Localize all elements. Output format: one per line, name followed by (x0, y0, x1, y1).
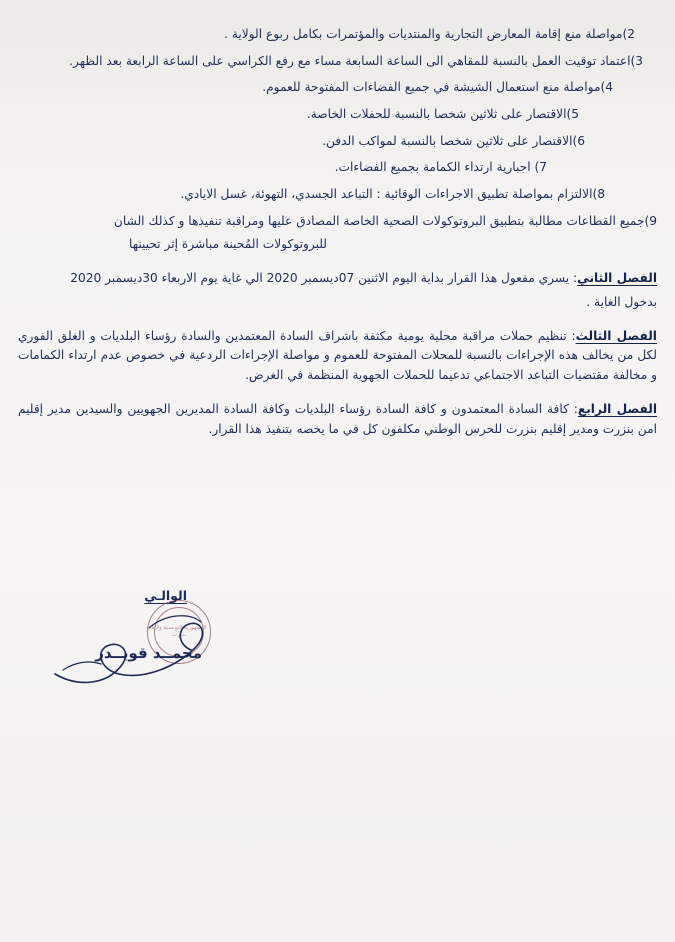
signatory-name: محمــد قويــدر (95, 644, 202, 662)
section-separator: : (573, 271, 578, 286)
section-heading: الفصل الثاني (577, 271, 657, 286)
list-item: 6)الاقتصار على ثلاثين شخصا بالنسبة لمواكب الدفن. (322, 133, 585, 148)
section-body: يسري مفعول هذا القرار بداية اليوم الاثنين 07ديسمبر 2020 الي غاية يوم الاربعاء 30ديسمبر 2020 (70, 271, 570, 286)
section-body: كافة السادة المعتمدون و كافة السادة رؤساء البلديات وكافة السادة المديرين الجهويين والسيدين مدير إقليم امن بنزرت ومدير إقليم بنزرت للحرس الوطني مكلفون كل في ما يخصه بتنفيذ هذا القرار. (18, 402, 657, 436)
stamp-text: الجمهورية التونسية ولاية بنزرت (151, 625, 207, 638)
list-item-continuation: للبروتوكولات المُحينة مباشرة إثر تحيينها (128, 236, 327, 251)
list-item: 4)مواصلة منع استعمال الشيشة في جميع الفضاءات المفتوحة للعموم. (262, 80, 613, 95)
section-heading: الفصل الرابع (577, 402, 657, 417)
signature-block (18, 586, 657, 726)
list-item: 9)جميع القطاعات مطالبة بتطبيق البروتوكولات الصحية الخاصة المصادق عليها ومراقبة تنفيذها و كذلك الشان (113, 213, 657, 228)
list-item: 7) اجبارية ارتداء الكمامة بجميع الفضاءات. (334, 160, 547, 175)
list-item: 8)الالتزام بمواصلة تطبيق الاجراءات الوقائية : التباعد الجسدي، التهوئة، غسل الايادي. (180, 187, 605, 202)
list-item: 5)الاقتصار على ثلاثين شخصا بالنسبة للحفلات الخاصة. (306, 107, 579, 122)
section-four (18, 400, 657, 440)
list-item: 2)مواصلة منع إقامة المعارض التجارية والمنتديات والمؤتمرات بكامل ربوع الولاية . (224, 27, 635, 41)
section-continuation: بدخول الغاية . (586, 294, 657, 309)
signatory-title: الوالـي (144, 588, 187, 603)
list-item: 3)اعتماد توقيت العمل بالنسبة للمقاهي الى الساعة السابعة مساء مع رفع الكراسي على الساعة الرابعة بعد الظهر. (69, 53, 643, 68)
document-content (18, 26, 657, 942)
section-three (18, 327, 657, 386)
section-body: تنظيم حملات مراقبة محلية يومية مكثفة باشراف السادة المعتمدين والسادة رؤساء البلديات و الغلق الفوري لكل من يخالف هذه الإجراءات بالنسبة للمحلات المفتوحة للعموم و مواصلة الإجراءات الردعية في خصوص عدم ارتداء الكمامات و مخالفة مقتضيات التباعد الاجتماعي تدعيما للحملات الجهوية المنظمة في الغرض. (18, 328, 657, 383)
section-two (18, 269, 657, 313)
section-separator: : (571, 328, 576, 343)
section-heading: الفصل الثالث (575, 328, 657, 343)
section-separator: : (573, 402, 578, 417)
